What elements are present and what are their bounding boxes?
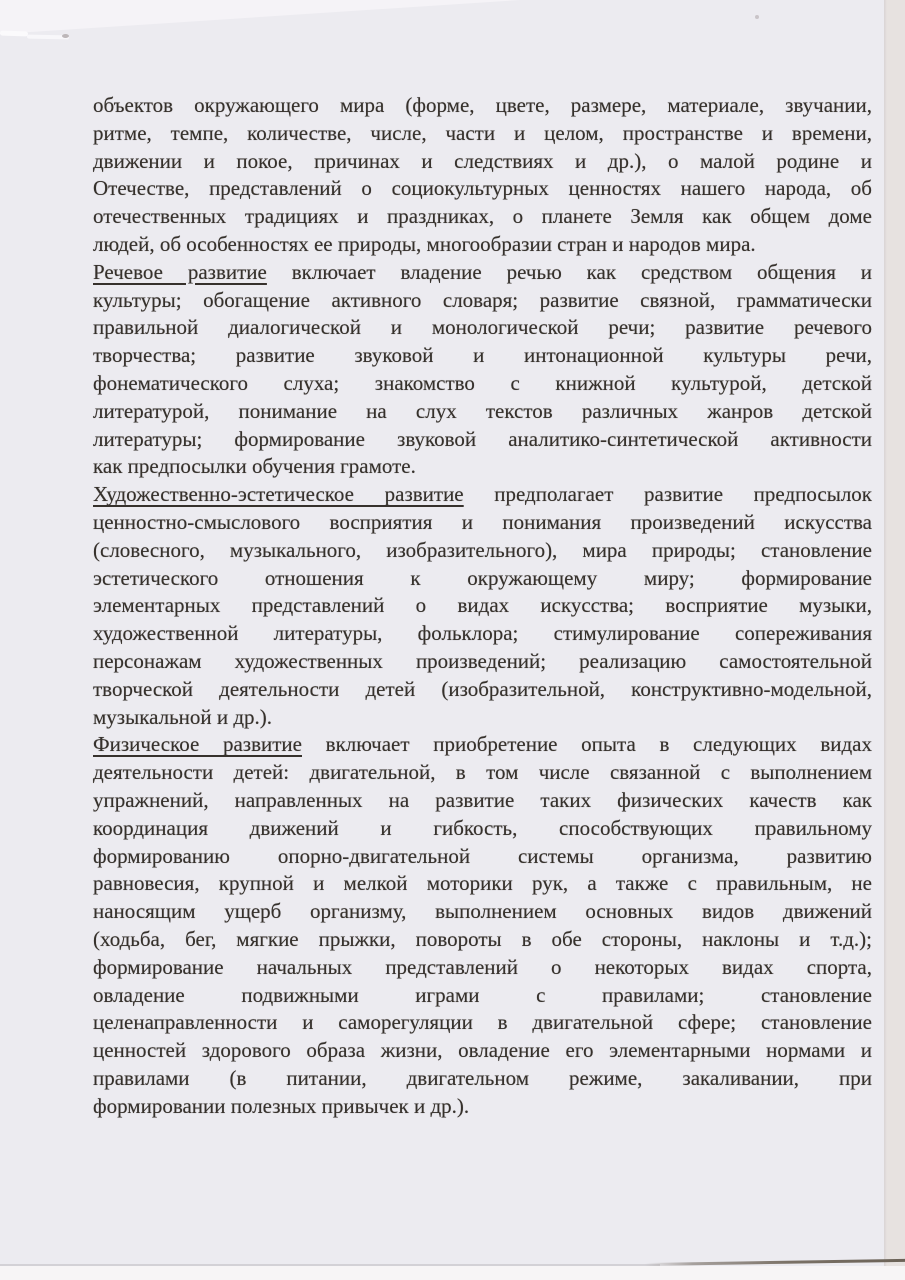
text-line: литературой, понимание на слух текстов различных жанров детской	[93, 398, 872, 423]
text-line: формировании полезных привычек и др.).	[93, 1093, 470, 1118]
text-line: Физическое развитие включает приобретение опыта в следующих видах	[93, 732, 873, 757]
scan-speck	[755, 15, 759, 19]
text-line: элементарных представлений о видах искусства; восприятие музыки,	[93, 593, 872, 618]
text-line: координация движений и гибкость, способствующих правильному	[93, 815, 872, 840]
text-line: творчества; развитие звуковой и интонационной культуры речи,	[93, 343, 872, 368]
scan-speck	[62, 34, 69, 38]
text-line: Художественно-эстетическое развитие предполагает развитие предпосылок	[93, 482, 872, 507]
text-line: людей, об особенностях ее природы, многообразии стран и народов мира.	[93, 231, 756, 256]
scan-scratch-mark	[0, 31, 28, 37]
text-line: объектов окружающего мира (форме, цвете, размере, материале, звучании,	[93, 93, 872, 117]
text-line: персонажам художественных произведений; реализацию самостоятельной	[93, 648, 872, 673]
paragraph	[93, 481, 872, 731]
text-line: целенаправленности и саморегуляции в двигательной сфере; становление	[93, 1010, 872, 1035]
text-line: художественной литературы, фольклора; стимулирование сопереживания	[93, 621, 872, 646]
scanner-background-bottom	[0, 1266, 905, 1280]
text-block	[93, 92, 872, 1120]
section-heading-underlined: Физическое развитие	[93, 732, 302, 757]
text-line: музыкальной и др.).	[93, 704, 273, 729]
text-line: фонематического слуха; знакомство с книжной культурой, детской	[93, 370, 872, 395]
page-bottom-edge	[0, 1264, 660, 1266]
paragraph	[93, 731, 872, 1120]
text-line: (ходьба, бег, мягкие прыжки, повороты в обе стороны, наклоны и т.д.);	[93, 926, 872, 951]
text-line: Речевое развитие включает владение речью как средством общения и	[93, 259, 872, 284]
text-line: формированию опорно-двигательной системы организма, развитию	[93, 843, 872, 868]
text-line: правильной диалогической и монологической речи; развитие речевого	[93, 315, 872, 340]
section-heading-underlined: Речевое развитие	[93, 259, 267, 284]
text-line: правилами (в питании, двигательном режиме, закаливании, при	[93, 1065, 872, 1090]
text-line: творческой деятельности детей (изобразительной, конструктивно-модельной,	[93, 676, 872, 701]
text-line: как предпосылки обучения грамоте.	[93, 454, 416, 479]
text-line: формирование начальных представлений о некоторых видах спорта,	[93, 954, 872, 979]
text-line: культуры; обогащение активного словаря; развитие связной, грамматически	[93, 287, 872, 312]
text-line: движении и покое, причинах и следствиях и др.), о малой родине и	[93, 148, 872, 173]
text-line: равновесия, крупной и мелкой моторики рук, а также с правильным, не	[93, 871, 872, 896]
section-heading-underlined: Художественно-эстетическое развитие	[93, 482, 464, 507]
paragraph	[93, 259, 872, 481]
text-line: ритме, темпе, количестве, числе, части и целом, пространстве и времени,	[93, 120, 872, 145]
text-line: деятельности детей: двигательной, в том числе связанной с выполнением	[93, 760, 872, 785]
text-line: эстетического отношения к окружающему миру; формирование	[93, 565, 872, 590]
text-line: отечественных традициях и праздниках, о планете Земля как общем доме	[93, 204, 872, 229]
text-line: ценностно-смыслового восприятия и понимания произведений искусства	[93, 509, 872, 534]
text-line: Отечестве, представлений о социокультурных ценностях нашего народа, об	[93, 176, 872, 201]
text-line: (словесного, музыкального, изобразительного), мира природы; становление	[93, 537, 872, 562]
text-line: овладение подвижными играми с правилами; становление	[93, 982, 872, 1007]
scanner-background-right	[884, 0, 905, 1266]
text-line: литературы; формирование звуковой аналитико-синтетической активности	[93, 426, 872, 451]
text-line: наносящим ущерб организму, выполнением основных видов движений	[93, 899, 872, 924]
paragraph	[93, 92, 872, 259]
text-line: ценностей здорового образа жизни, овладение его элементарными нормами и	[93, 1038, 872, 1063]
text-line: упражнений, направленных на развитие таких физических качеств как	[93, 787, 872, 812]
